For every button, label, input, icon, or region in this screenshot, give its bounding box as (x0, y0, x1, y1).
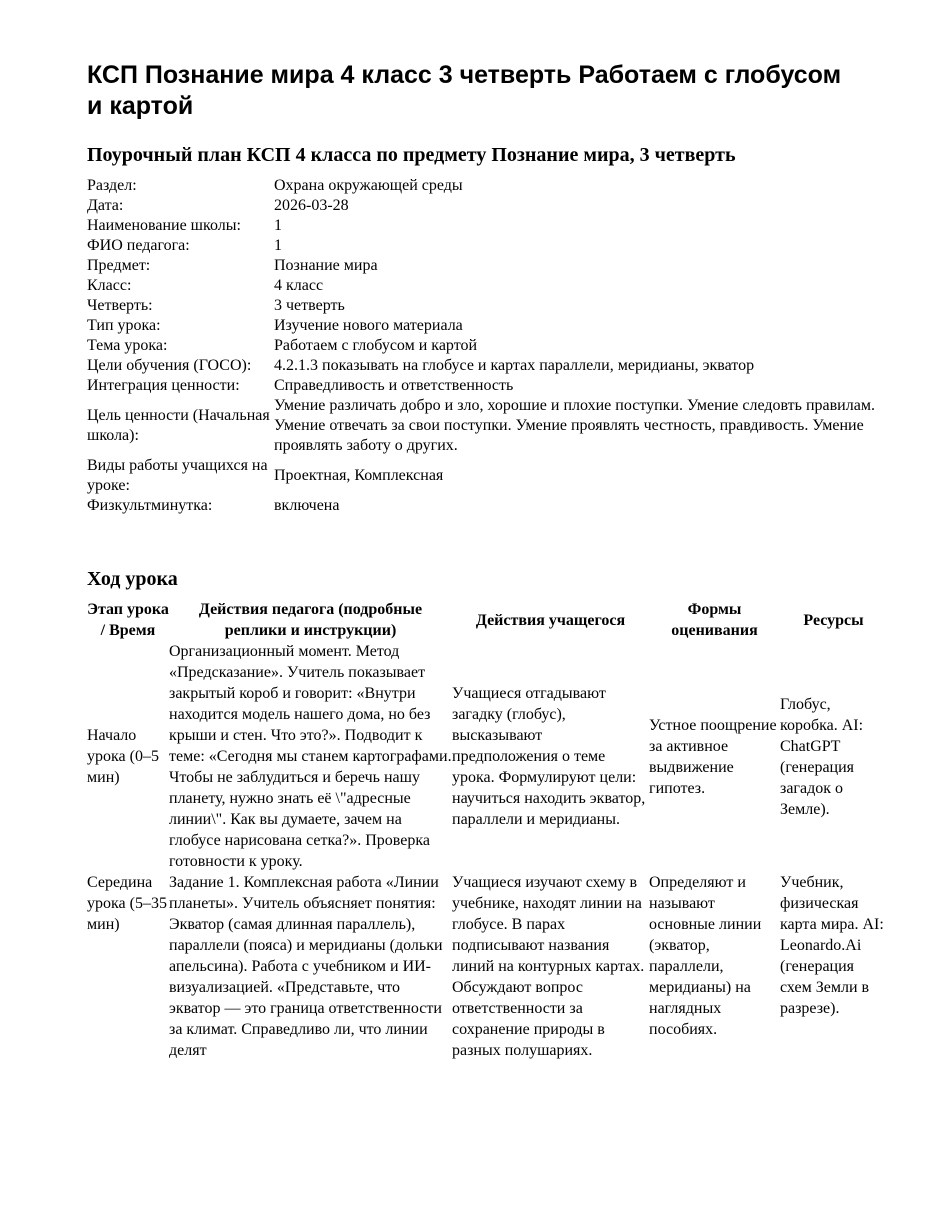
cell-stage: Середина урока (5–35 мин) (87, 874, 167, 933)
cell-student: Учащиеся отгадывают загадку (глобус), высказывают предположения о теме урока. Формулируют цели: научиться находить экватор, параллели и меридианы. (452, 685, 646, 828)
info-key: Цели обучения (ГОСО): (87, 357, 252, 374)
lesson-table (87, 599, 887, 1061)
info-value: 2026-03-28 (274, 197, 349, 214)
info-row (87, 236, 887, 256)
info-key: Цель ценности (Начальная школа): (87, 407, 270, 444)
info-row (87, 496, 887, 516)
info-value: Работаем с глобусом и картой (274, 337, 478, 354)
info-value: 4.2.1.3 показывать на глобусе и картах параллели, меридианы, экватор (274, 357, 755, 374)
info-value: 4 класс (274, 277, 324, 294)
header-stage: Этап урока / Время (87, 601, 169, 639)
lesson-header-row (87, 599, 887, 641)
info-key: Физкультминутка: (87, 497, 213, 514)
info-key: Тема урока: (87, 337, 168, 354)
table-row (87, 641, 887, 872)
info-value: Умение различать добро и зло, хорошие и плохие поступки. Умение следовть правилам. Умение отвечать за свои поступки. Умение проявлять честность, правдивость. Умение проявлять заботу о других. (274, 397, 875, 454)
table-row (87, 872, 887, 1061)
header-teacher: Действия педагога (подробные реплики и инструкции) (198, 601, 423, 639)
header-student: Действия учащегося (475, 611, 626, 629)
info-value: 1 (274, 217, 282, 234)
info-value: Проектная, Комплексная (274, 467, 444, 484)
info-value: Справедливость и ответственность (274, 377, 514, 394)
info-key: Дата: (87, 197, 124, 214)
header-resources: Ресурсы (803, 611, 864, 629)
info-row (87, 176, 887, 196)
info-table (87, 176, 887, 516)
info-row (87, 456, 887, 496)
cell-assessment: Определяют и называют основные линии (экватор, параллели, меридианы) на наглядных пособиях. (649, 874, 762, 1038)
info-key: Четверть: (87, 297, 153, 314)
info-row (87, 316, 887, 336)
cell-resources: Учебник, физическая карта мира. AI: Leonardo.Ai (генерация схем Земли в разрезе). (780, 874, 884, 1017)
info-row (87, 196, 887, 216)
info-row (87, 356, 887, 376)
info-row (87, 216, 887, 236)
cell-teacher: Организационный момент. Метод «Предсказание». Учитель показывает закрытый короб и говорит: «Внутри находится модель нашего дома, но без крыши и стен. Что это?». Подводит к теме: «Сегодня мы станем картографами. Чтобы не заблудиться и беречь нашу планету, нужно знать её \"адресные линии\". Как вы думаете, зачем на глобусе нарисована сетка?». Проверка готовности к уроку. (169, 643, 452, 870)
info-value: Охрана окружающей среды (274, 177, 463, 194)
info-key: Тип урока: (87, 317, 161, 334)
info-row (87, 376, 887, 396)
info-value: включена (274, 497, 340, 514)
header-assessment: Формы оценивания (671, 601, 758, 639)
info-row (87, 256, 887, 276)
lesson-heading: Ход урока (87, 568, 178, 590)
info-key: Класс: (87, 277, 132, 294)
cell-resources: Глобус, коробка. AI: ChatGPT (генерация загадок о Земле). (780, 695, 864, 818)
cell-student: Учащиеся изучают схему в учебнике, находят линии на глобусе. В парах подписывают названия линий на контурных картах. Обсуждают вопрос ответственности за сохранение природы в разных полушариях. (452, 874, 645, 1059)
cell-teacher: Задание 1. Комплексная работа «Линии планеты». Учитель объясняет понятия: Экватор (самая длинная параллель), параллели (пояса) и меридианы (дольки апельсина). Работа с учебником и ИИ-визуализацией. «Представьте, что экватор — это граница ответственности за климат. Справедливо ли, что линии делят (169, 874, 443, 1059)
info-key: Предмет: (87, 257, 151, 274)
info-key: ФИО педагога: (87, 237, 190, 254)
info-value: Изучение нового материала (274, 317, 463, 334)
info-row (87, 276, 887, 296)
info-value: 1 (274, 237, 282, 254)
info-value: 3 четверть (274, 297, 345, 314)
info-key: Виды работы учащихся на уроке: (87, 457, 268, 494)
info-key: Наименование школы: (87, 217, 241, 234)
page-subtitle: Поурочный план КСП 4 класса по предмету Познание мира, 3 четверть (87, 144, 736, 166)
cell-stage: Начало урока (0–5 мин) (87, 727, 159, 786)
info-key: Раздел: (87, 177, 137, 194)
info-row (87, 296, 887, 316)
info-row (87, 396, 887, 456)
page-title: КСП Познание мира 4 класс 3 четверть Работаем с глобусом и картой (87, 61, 842, 120)
info-value: Познание мира (274, 257, 378, 274)
info-row (87, 336, 887, 356)
info-key: Интеграция ценности: (87, 377, 240, 394)
cell-assessment: Устное поощрение за активное выдвижение гипотез. (649, 716, 777, 797)
